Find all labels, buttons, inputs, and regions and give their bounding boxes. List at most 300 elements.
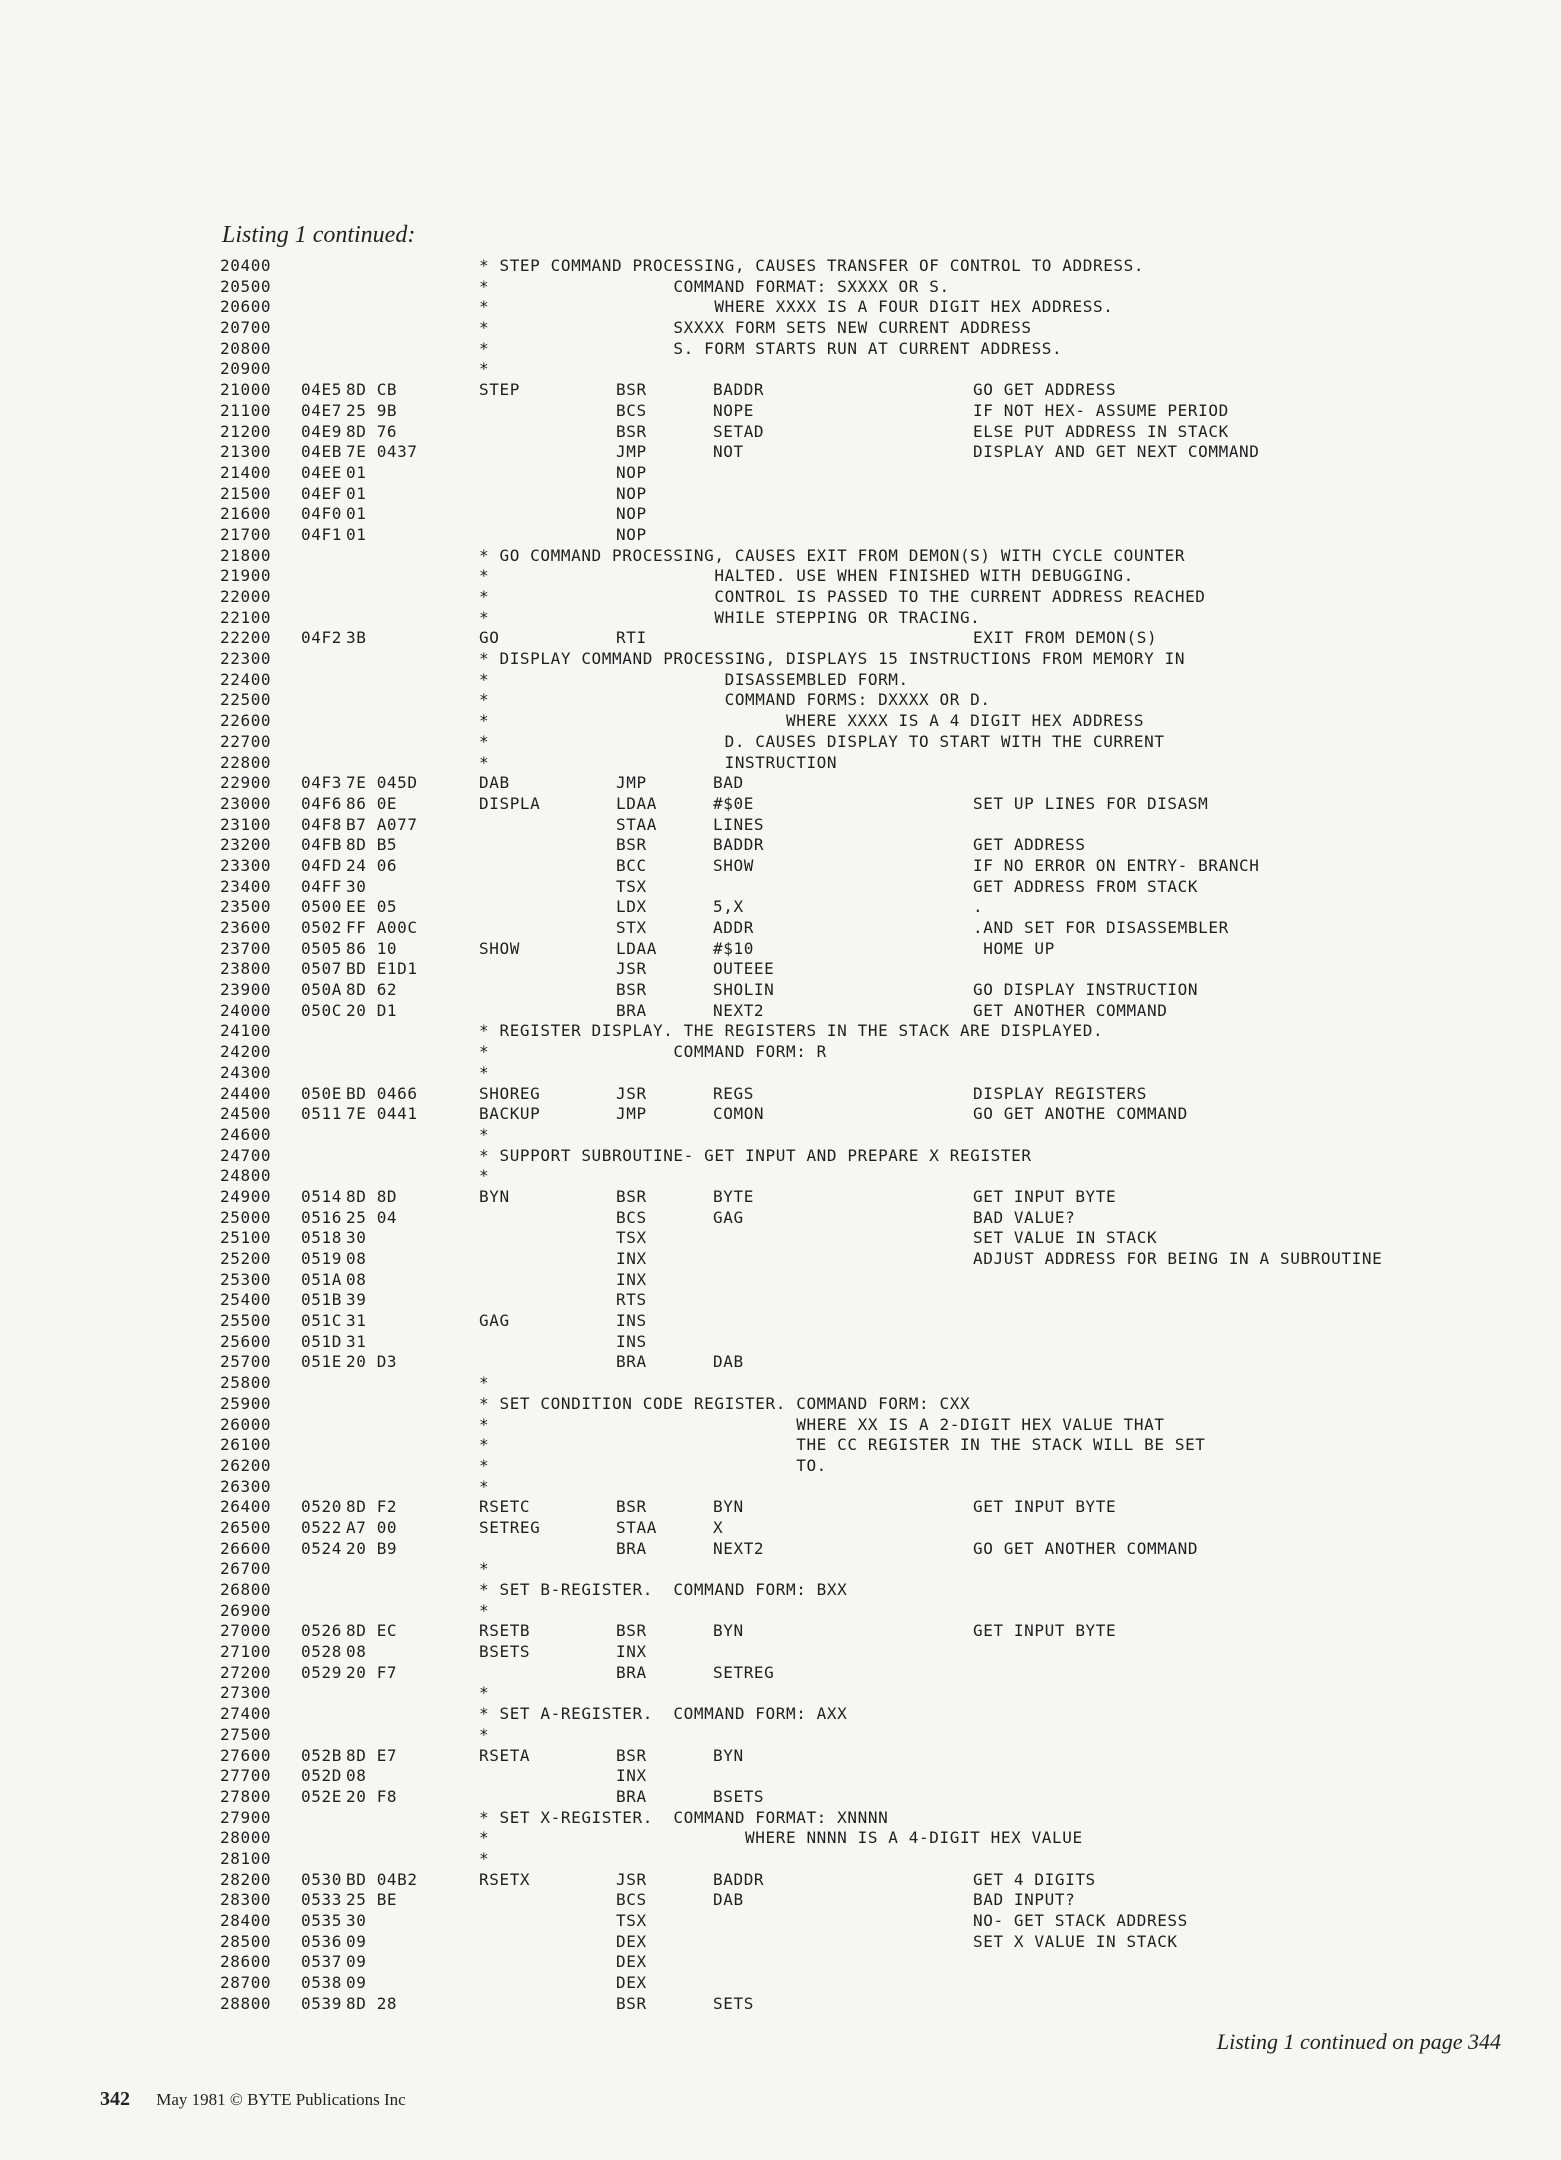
operand: SETAD [713,421,765,441]
line-number: 25300 [220,1269,272,1289]
comment: GO GET ANOTHER COMMAND [973,1538,1199,1558]
comment-text: * COMMAND FORM: R [479,1042,827,1062]
line-number: 27800 [220,1786,272,1806]
listing-line [220,1808,1540,1829]
listing-line [220,1952,1540,1973]
mnemonic: BSR [616,380,647,400]
line-number: 20400 [220,256,272,275]
mnemonic: STX [616,918,647,937]
opcode: 8D 28 [346,1993,398,2013]
address: 04F0 [301,504,342,524]
label: RSETA [479,1745,531,1765]
opcode: EE 05 [346,897,398,917]
operand: DAB [713,1352,744,1372]
address: 04FF [301,876,342,896]
address: 052B [301,1745,342,1765]
listing-line [220,1994,1540,2015]
operand: BADDR [713,835,765,855]
opcode: BD E1D1 [346,959,418,979]
line-number: 25500 [220,1311,272,1331]
operand: SHOLIN [713,980,775,1000]
listing-line [220,1146,1540,1167]
listing-line [220,711,1540,732]
comment: GET ADDRESS FROM STACK [973,876,1199,896]
comment-text: * [479,1848,490,1868]
opcode: 7E 0437 [346,442,418,462]
operand: COMON [713,1104,765,1124]
line-number: 20600 [220,297,272,317]
listing-line [220,649,1540,670]
mnemonic: BSR [616,1186,647,1206]
listing-line [220,959,1540,980]
line-number: 20700 [220,318,272,338]
code-listing [220,256,1540,2014]
line-number: 22500 [220,690,272,710]
line-number: 27600 [220,1745,272,1765]
operand: BYN [713,1745,744,1765]
listing-line [220,1787,1540,1808]
operand: DAB [713,1890,744,1910]
line-number: 28500 [220,1931,272,1951]
address: 050C [301,1000,342,1020]
mnemonic: NOP [616,524,647,544]
mnemonic: INS [616,1331,647,1351]
comment-text: * [479,1600,490,1620]
comment: SET UP LINES FOR DISASM [973,793,1209,813]
line-number: 22700 [220,731,272,751]
opcode: 86 0E [346,793,398,813]
label: SETREG [479,1517,541,1537]
operand: BAD [713,773,744,793]
address: 0535 [301,1911,342,1930]
mnemonic: NOP [616,462,647,482]
comment-text: * [479,1062,490,1082]
mnemonic: LDAA [616,793,657,813]
comment: GO GET ANOTHE COMMAND [973,1104,1188,1124]
operand: 5,X [713,897,744,917]
comment: GET ADDRESS [973,835,1086,855]
line-number: 22200 [220,628,272,648]
comment: HOME UP [973,938,1055,958]
page-number: 342 [100,2088,130,2110]
line-number: 25100 [220,1228,272,1248]
opcode: 31 [346,1311,367,1331]
mnemonic: BCS [616,1207,647,1227]
label: RSETX [479,1869,531,1889]
comment-text: * WHILE STEPPING OR TRACING. [479,607,981,627]
mnemonic: JMP [616,442,647,462]
comment-text: * WHERE XX IS A 2-DIGIT HEX VALUE THAT [479,1414,1165,1434]
listing-line [220,690,1540,711]
opcode: 25 9B [346,400,398,420]
line-number: 23000 [220,793,272,813]
line-number: 27900 [220,1807,272,1827]
comment-text: * CONTROL IS PASSED TO THE CURRENT ADDRESS REACHED [479,587,1206,606]
line-number: 21800 [220,545,272,565]
listing-line [220,939,1540,960]
comment-text: * HALTED. USE WHEN FINISHED WITH DEBUGGING. [479,566,1134,586]
line-number: 28300 [220,1890,272,1910]
comment: GO DISPLAY INSTRUCTION [973,980,1199,1000]
line-number: 27000 [220,1621,272,1641]
opcode: 7E 0441 [346,1104,418,1124]
line-number: 21200 [220,421,272,441]
line-number: 22000 [220,587,272,606]
line-number: 24600 [220,1124,272,1144]
address: 0538 [301,1973,342,1993]
listing-line [220,897,1540,918]
listing-line [220,1415,1540,1436]
line-number: 21300 [220,442,272,462]
line-number: 22100 [220,607,272,627]
address: 04F3 [301,773,342,793]
comment: ADJUST ADDRESS FOR BEING IN A SUBROUTINE [973,1249,1383,1268]
listing-line [220,1228,1540,1249]
address: 0514 [301,1186,342,1206]
operand: BSETS [713,1786,765,1806]
listing-line [220,463,1540,484]
listing-line [220,1456,1540,1477]
operand: REGS [713,1083,754,1103]
label: GO [479,628,500,648]
line-number: 21400 [220,462,272,482]
opcode: A7 00 [346,1517,398,1537]
comment: IF NO ERROR ON ENTRY- BRANCH [973,855,1260,875]
listing-line [220,608,1540,629]
address: 0528 [301,1642,342,1662]
comment-text: * INSTRUCTION [479,752,838,772]
line-number: 24900 [220,1186,272,1206]
operand: BADDR [713,380,765,400]
listing-line [220,1104,1540,1125]
listing-line [220,670,1540,691]
comment-text: * SUPPORT SUBROUTINE- GET INPUT AND PREPARE X REGISTER [479,1145,1032,1165]
mnemonic: LDX [616,897,647,917]
line-number: 27400 [220,1704,272,1724]
opcode: BD 0466 [346,1083,418,1103]
listing-line [220,525,1540,546]
mnemonic: BRA [616,1000,647,1020]
listing-caption: Listing 1 continued: [222,222,416,248]
comment-text: * SET X-REGISTER. COMMAND FORMAT: XNNNN [479,1807,889,1827]
line-number: 23500 [220,897,272,917]
listing-line [220,1932,1540,1953]
opcode: 8D F2 [346,1497,398,1517]
comment: GET INPUT BYTE [973,1497,1117,1517]
mnemonic: INX [616,1642,647,1662]
opcode: 8D CB [346,380,398,400]
mnemonic: BCS [616,1890,647,1910]
listing-line [220,1394,1540,1415]
opcode: 09 [346,1952,367,1972]
line-number: 24300 [220,1062,272,1082]
listing-line [220,1208,1540,1229]
continued-note: Listing 1 continued on page 344 [1216,2029,1501,2054]
listing-line [220,753,1540,774]
address: 0524 [301,1538,342,1558]
comment-text: * [479,1166,490,1186]
mnemonic: STAA [616,1517,657,1537]
mnemonic: LDAA [616,938,657,958]
comment-text: * [479,1476,490,1496]
listing-line [220,1621,1540,1642]
listing-line [220,1849,1540,1870]
comment: ELSE PUT ADDRESS IN STACK [973,421,1229,441]
address: 0516 [301,1207,342,1227]
mnemonic: BSR [616,1621,647,1641]
address: 051E [301,1352,342,1372]
address: 04EF [301,483,342,503]
listing-line [220,339,1540,360]
line-number: 26700 [220,1559,272,1579]
operand: BADDR [713,1869,765,1889]
line-number: 21100 [220,400,272,420]
operand: NOT [713,442,744,462]
comment: SET VALUE IN STACK [973,1228,1158,1248]
comment-text: * [479,1724,490,1744]
address: 0522 [301,1517,342,1537]
line-number: 23700 [220,938,272,958]
opcode: 31 [346,1331,367,1351]
line-number: 26000 [220,1414,272,1434]
address: 0539 [301,1993,342,2013]
address: 04E9 [301,421,342,441]
mnemonic: INX [616,1766,647,1786]
mnemonic: BSR [616,421,647,441]
mnemonic: BRA [616,1786,647,1806]
line-number: 26900 [220,1600,272,1620]
line-number: 22400 [220,669,272,689]
opcode: 24 06 [346,855,398,875]
comment-text: * [479,1683,490,1703]
comment: GO GET ADDRESS [973,380,1117,400]
line-number: 23600 [220,918,272,937]
mnemonic: BRA [616,1662,647,1682]
line-number: 26800 [220,1580,272,1599]
opcode: 20 D3 [346,1352,398,1372]
listing-line [220,1973,1540,1994]
label: GAG [479,1311,510,1331]
listing-line [220,1332,1540,1353]
opcode: 01 [346,504,367,524]
line-number: 23200 [220,835,272,855]
listing-line [220,318,1540,339]
listing-line [220,1270,1540,1291]
line-number: 21500 [220,483,272,503]
address: 0518 [301,1228,342,1248]
operand: NEXT2 [713,1000,765,1020]
comment-text: * WHERE NNNN IS A 4-DIGIT HEX VALUE [479,1828,1083,1848]
mnemonic: DEX [616,1931,647,1951]
mnemonic: BSR [616,835,647,855]
mnemonic: INX [616,1249,647,1268]
listing-line [220,1828,1540,1849]
opcode: 20 F7 [346,1662,398,1682]
operand: ADDR [713,918,754,937]
opcode: 01 [346,483,367,503]
comment-text: * [479,359,490,379]
operand: LINES [713,814,765,834]
comment-text: * COMMAND FORMS: DXXXX OR D. [479,690,991,710]
comment: GET 4 DIGITS [973,1869,1096,1889]
listing-line [220,1559,1540,1580]
address: 0511 [301,1104,342,1124]
address: 0500 [301,897,342,917]
listing-line [220,856,1540,877]
listing-line [220,1725,1540,1746]
line-number: 22600 [220,711,272,731]
listing-line [220,277,1540,298]
address: 04E5 [301,380,342,400]
opcode: 8D 76 [346,421,398,441]
listing-line [220,1352,1540,1373]
line-number: 25700 [220,1352,272,1372]
mnemonic: BSR [616,1745,647,1765]
address: 051D [301,1331,342,1351]
line-number: 28000 [220,1828,272,1848]
line-number: 22900 [220,773,272,793]
address: 04E7 [301,400,342,420]
line-number: 28400 [220,1911,272,1930]
comment: GET INPUT BYTE [973,1621,1117,1641]
listing-line [220,359,1540,380]
comment: IF NOT HEX- ASSUME PERIOD [973,400,1229,420]
line-number: 28800 [220,1993,272,2013]
mnemonic: BSR [616,1497,647,1517]
listing-line [220,1539,1540,1560]
operand: BYN [713,1621,744,1641]
label: DISPLA [479,793,541,813]
operand: #$10 [713,938,754,958]
label: BACKUP [479,1104,541,1124]
mnemonic: INX [616,1269,647,1289]
listing-line [220,546,1540,567]
listing-line [220,1311,1540,1332]
line-number: 26200 [220,1455,272,1475]
comment: NO- GET STACK ADDRESS [973,1911,1188,1930]
line-number: 27700 [220,1766,272,1786]
opcode: B7 A077 [346,814,418,834]
mnemonic: JMP [616,1104,647,1124]
mnemonic: INS [616,1311,647,1331]
mnemonic: BCS [616,400,647,420]
mnemonic: DEX [616,1952,647,1972]
listing-line [220,1435,1540,1456]
listing-line [220,1663,1540,1684]
listing-line [220,1084,1540,1105]
operand: NOPE [713,400,754,420]
operand: X [713,1517,724,1537]
line-number: 27300 [220,1683,272,1703]
opcode: 25 BE [346,1890,398,1910]
mnemonic: RTS [616,1290,647,1310]
operand: #$0E [713,793,754,813]
address: 0536 [301,1931,342,1951]
opcode: 01 [346,462,367,482]
listing-line [220,1166,1540,1187]
address: 050E [301,1083,342,1103]
line-number: 25200 [220,1249,272,1268]
listing-line [220,1870,1540,1891]
listing-line [220,815,1540,836]
listing-line [220,256,1540,277]
comment-text: * [479,1124,490,1144]
line-number: 25800 [220,1373,272,1393]
page-footer [100,2088,406,2111]
address: 051A [301,1269,342,1289]
address: 0520 [301,1497,342,1517]
mnemonic: BCC [616,855,647,875]
address: 04FB [301,835,342,855]
label: RSETC [479,1497,531,1517]
opcode: 08 [346,1766,367,1786]
opcode: 20 F8 [346,1786,398,1806]
address: 0502 [301,918,342,937]
address: 0529 [301,1662,342,1682]
mnemonic: JSR [616,959,647,979]
address: 051B [301,1290,342,1310]
comment-text: * COMMAND FORMAT: SXXXX OR S. [479,276,950,296]
line-number: 23400 [220,876,272,896]
comment-text: * STEP COMMAND PROCESSING, CAUSES TRANSFER OF CONTROL TO ADDRESS. [479,256,1145,275]
address: 04F2 [301,628,342,648]
address: 0505 [301,938,342,958]
operand: GAG [713,1207,744,1227]
comment-text: * REGISTER DISPLAY. THE REGISTERS IN THE STACK ARE DISPLAYED. [479,1021,1104,1041]
listing-line [220,1601,1540,1622]
label: SHOW [479,938,520,958]
line-number: 26500 [220,1517,272,1537]
listing-line [220,1021,1540,1042]
line-number: 21000 [220,380,272,400]
label: RSETB [479,1621,531,1641]
line-number: 21600 [220,504,272,524]
opcode: 01 [346,524,367,544]
comment-text: * SET A-REGISTER. COMMAND FORM: AXX [479,1704,848,1724]
opcode: 20 B9 [346,1538,398,1558]
line-number: 25000 [220,1207,272,1227]
listing-line [220,1063,1540,1084]
opcode: 30 [346,876,367,896]
address: 0507 [301,959,342,979]
mnemonic: BRA [616,1538,647,1558]
listing-line [220,1890,1540,1911]
line-number: 22300 [220,649,272,669]
listing-line [220,1704,1540,1725]
listing-line [220,1746,1540,1767]
comment-text: * THE CC REGISTER IN THE STACK WILL BE SET [479,1435,1206,1455]
comment-text: * WHERE XXXX IS A 4 DIGIT HEX ADDRESS [479,711,1145,731]
line-number: 27500 [220,1724,272,1744]
address: 0530 [301,1869,342,1889]
line-number: 27200 [220,1662,272,1682]
comment-text: * SXXXX FORM SETS NEW CURRENT ADDRESS [479,318,1032,338]
opcode: FF A00C [346,918,418,937]
mnemonic: TSX [616,1911,647,1930]
listing-line [220,1001,1540,1022]
listing-line [220,442,1540,463]
comment-text: * DISASSEMBLED FORM. [479,669,909,689]
comment: GET INPUT BYTE [973,1186,1117,1206]
line-number: 25400 [220,1290,272,1310]
line-number: 24500 [220,1104,272,1124]
operand: SETS [713,1993,754,2013]
address: 04F8 [301,814,342,834]
comment: EXIT FROM DEMON(S) [973,628,1158,648]
listing-line [220,297,1540,318]
listing-line [220,484,1540,505]
comment: DISPLAY AND GET NEXT COMMAND [973,442,1260,462]
